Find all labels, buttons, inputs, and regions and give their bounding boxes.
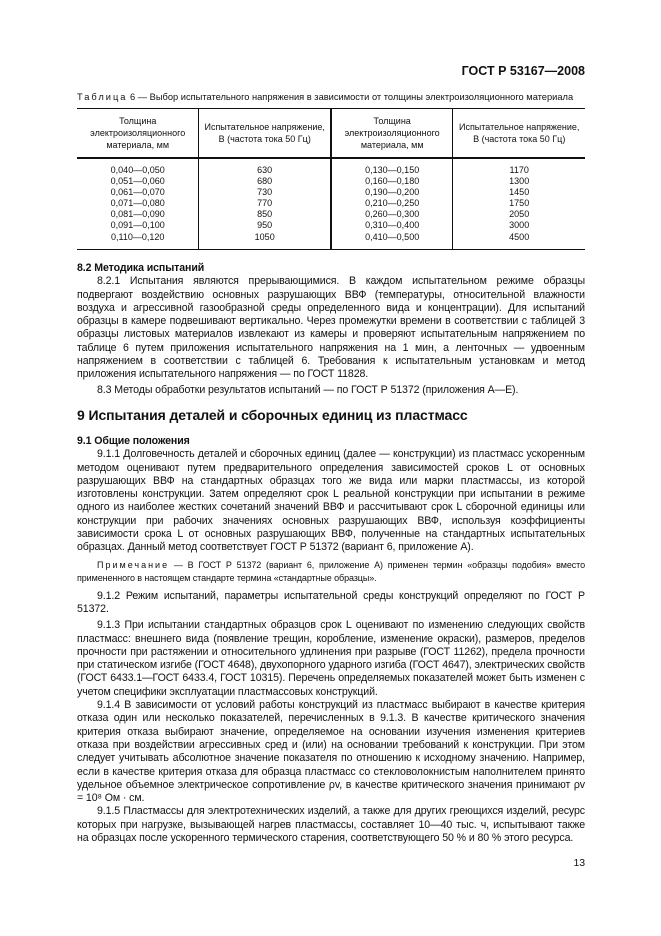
table-cell: 0,071—0,080 bbox=[77, 198, 199, 209]
table-row bbox=[77, 209, 585, 220]
table-cell: 0,091—0,100 bbox=[77, 220, 199, 231]
table-cell: 1300 bbox=[453, 176, 585, 187]
section-heading: 9.1 Общие положения bbox=[77, 434, 190, 447]
table-cell: 0,040—0,050 bbox=[77, 158, 199, 176]
section-heading: 8.2 Методика испытаний bbox=[77, 262, 205, 274]
table-cell: 1750 bbox=[453, 198, 585, 209]
table-cell: 0,061—0,070 bbox=[77, 187, 199, 198]
table-cell: 950 bbox=[199, 220, 331, 231]
table-row bbox=[77, 198, 585, 209]
table-caption bbox=[77, 92, 587, 102]
table-header: Толщина электроизоляционного материала, мм bbox=[77, 109, 199, 159]
table-cell: 0,110—0,120 bbox=[77, 232, 199, 250]
table-cell: 3000 bbox=[453, 220, 585, 231]
table-caption-label: Таблица bbox=[77, 92, 128, 102]
table-row bbox=[77, 187, 585, 198]
note bbox=[77, 559, 585, 585]
table-cell: 0,130—0,150 bbox=[331, 158, 453, 176]
voltage-table bbox=[77, 108, 585, 250]
paragraph: 8.2.1 Испытания являются прерывающимися. В каждом испытательном режиме образцы подвергают воздействию основных разрушающих ВВФ (температуры, относительной влажности воздуха и агрессивной газообразной среды определенного вида и концентрации). Для испытаний образцы в камере подвешивают вертикально. Через промежутки времени в соответствии с таблицей 3 образцы листовых материалов извлекают из камеры и проверяют испытательным напряжением по таблице 6 путем приложения испытательного напряжения на 1 мин, а ленточных — удвоенным напряжением в соответствии с таблицей 6. Требования к испытательным установкам и метод приложения испытательного напряжения — по ГОСТ 11828. bbox=[77, 275, 585, 381]
paragraph: 8.3 Методы обработки результатов испытаний — по ГОСТ Р 51372 (приложения А—Е). bbox=[97, 383, 519, 396]
note-text: — В ГОСТ Р 51372 (вариант 6, приложение А) применен термин «образцы подобия» вместо примененного в настоящем стандарте термина «стандартные образцы». bbox=[77, 559, 585, 583]
table-cell: 1170 bbox=[453, 158, 585, 176]
table-cell: 850 bbox=[199, 209, 331, 220]
table-cell: 0,160—0,180 bbox=[331, 176, 453, 187]
paragraph: 9.1.1 Долговечность деталей и сборочных единиц (далее — конструкции) из пластмасс ускоренным методом оценивают путем предварительного определения зависимостей сроков L от основных разрушающих ВВФ на стандартных образцах того же вида или марки пластмассы, из которой изготовлены конструкции. Затем определяют срок L реальной конструкции при испытании в режиме одного из наиболее жестких сочетаний значений ВВФ и рассчитывают срок L сборочной единицы или конструкции при рабочих значениях основных разрушающих ВВФ, используя коэффициенты зависимости срока L от основных разрушающих ВВФ, полученные на стандартных испытательных образцах. Данный метод соответствует ГОСТ Р 51372 (вариант 6, приложение А). bbox=[77, 448, 585, 554]
table-caption-text: 6 — Выбор испытательного напряжения в зависимости от толщины электроизоляционного материала bbox=[127, 92, 574, 102]
table-cell: 0,310—0,400 bbox=[331, 220, 453, 231]
table-cell: 2050 bbox=[453, 209, 585, 220]
table-cell: 0,190—0,200 bbox=[331, 187, 453, 198]
table-row bbox=[77, 232, 585, 250]
table-row bbox=[77, 220, 585, 231]
table-cell: 1450 bbox=[453, 187, 585, 198]
table-cell: 1050 bbox=[199, 232, 331, 250]
paragraph: 9.1.2 Режим испытаний, параметры испытательной среды конструкций определяют по ГОСТ Р 51372. bbox=[77, 589, 585, 615]
table-cell: 0,051—0,060 bbox=[77, 176, 199, 187]
paragraph: 9.1.3 При испытании стандартных образцов срок L оценивают по изменению следующих свойств пластмасс: внешнего вида (появление трещин, коробление, изменение окраски), размеров, пределов прочности при растяжении и относительного удлинения при разрыве (ГОСТ 11262), предела прочности при статическом изгибе (ГОСТ 4648), двухопорного ударного изгиба (ГОСТ 4647), электрических свойств (ГОСТ 6433.1—ГОСТ 6433.4, ГОСТ 10315). Перечень определяемых показателей может быть изменен с учетом специфики эксплуатации пластмассовых конструкций. bbox=[77, 619, 585, 698]
page-number: 13 bbox=[573, 857, 585, 870]
document-header: ГОСТ Р 53167—2008 bbox=[461, 64, 585, 78]
table-cell: 4500 bbox=[453, 232, 585, 250]
table-cell: 0,410—0,500 bbox=[331, 232, 453, 250]
table-header: Толщина электроизоляционного материала, мм bbox=[331, 109, 453, 159]
table-header: Испытательное напряжение, В (частота тока 50 Гц) bbox=[199, 109, 331, 159]
paragraph: 9.1.5 Пластмассы для электротехнических изделий, а также для других греющихся изделий, ресурс которых при нагрузке, вызывающей нагрев пластмассы, составляет 10—40 тыс. ч, испытывают также на образцах после ускоренного термического старения, соответствующего 50 % и 80 % этого ресурса. bbox=[77, 805, 585, 844]
paragraph: 9.1.4 В зависимости от условий работы конструкций из пластмасс выбирают в качестве критерия отказа один или несколько показателей, перечисленных в 9.1.3. В качестве критического значения критерия отказа выбирают значение, определяемое на основании изучения изменения критериев отказа при воздействии агрессивных сред и (или) на основании требований к конструкции. При этом следует учитывать абсолютное значение показателя по отношению к исходному значению. Например, если в качестве критерия отказа для образца пластмасс со стекловолокнистым наполнителем принято удельное объемное электрическое сопротивление ρv, в качестве критического значения принимают ρv = 10⁸ Ом · см. bbox=[77, 699, 585, 805]
table-cell: 0,081—0,090 bbox=[77, 209, 199, 220]
note-label: Примечание bbox=[97, 559, 170, 570]
table-cell: 680 bbox=[199, 176, 331, 187]
table-cell: 730 bbox=[199, 187, 331, 198]
table-cell: 770 bbox=[199, 198, 331, 209]
table-header: Испытательное напряжение, В (частота тока 50 Гц) bbox=[453, 109, 585, 159]
table-cell: 630 bbox=[199, 158, 331, 176]
table-row bbox=[77, 176, 585, 187]
table-row bbox=[77, 158, 585, 176]
chapter-heading: 9 Испытания деталей и сборочных единиц из пластмасс bbox=[77, 406, 468, 423]
table-cell: 0,260—0,300 bbox=[331, 209, 453, 220]
table-cell: 0,210—0,250 bbox=[331, 198, 453, 209]
document-body bbox=[77, 262, 585, 871]
